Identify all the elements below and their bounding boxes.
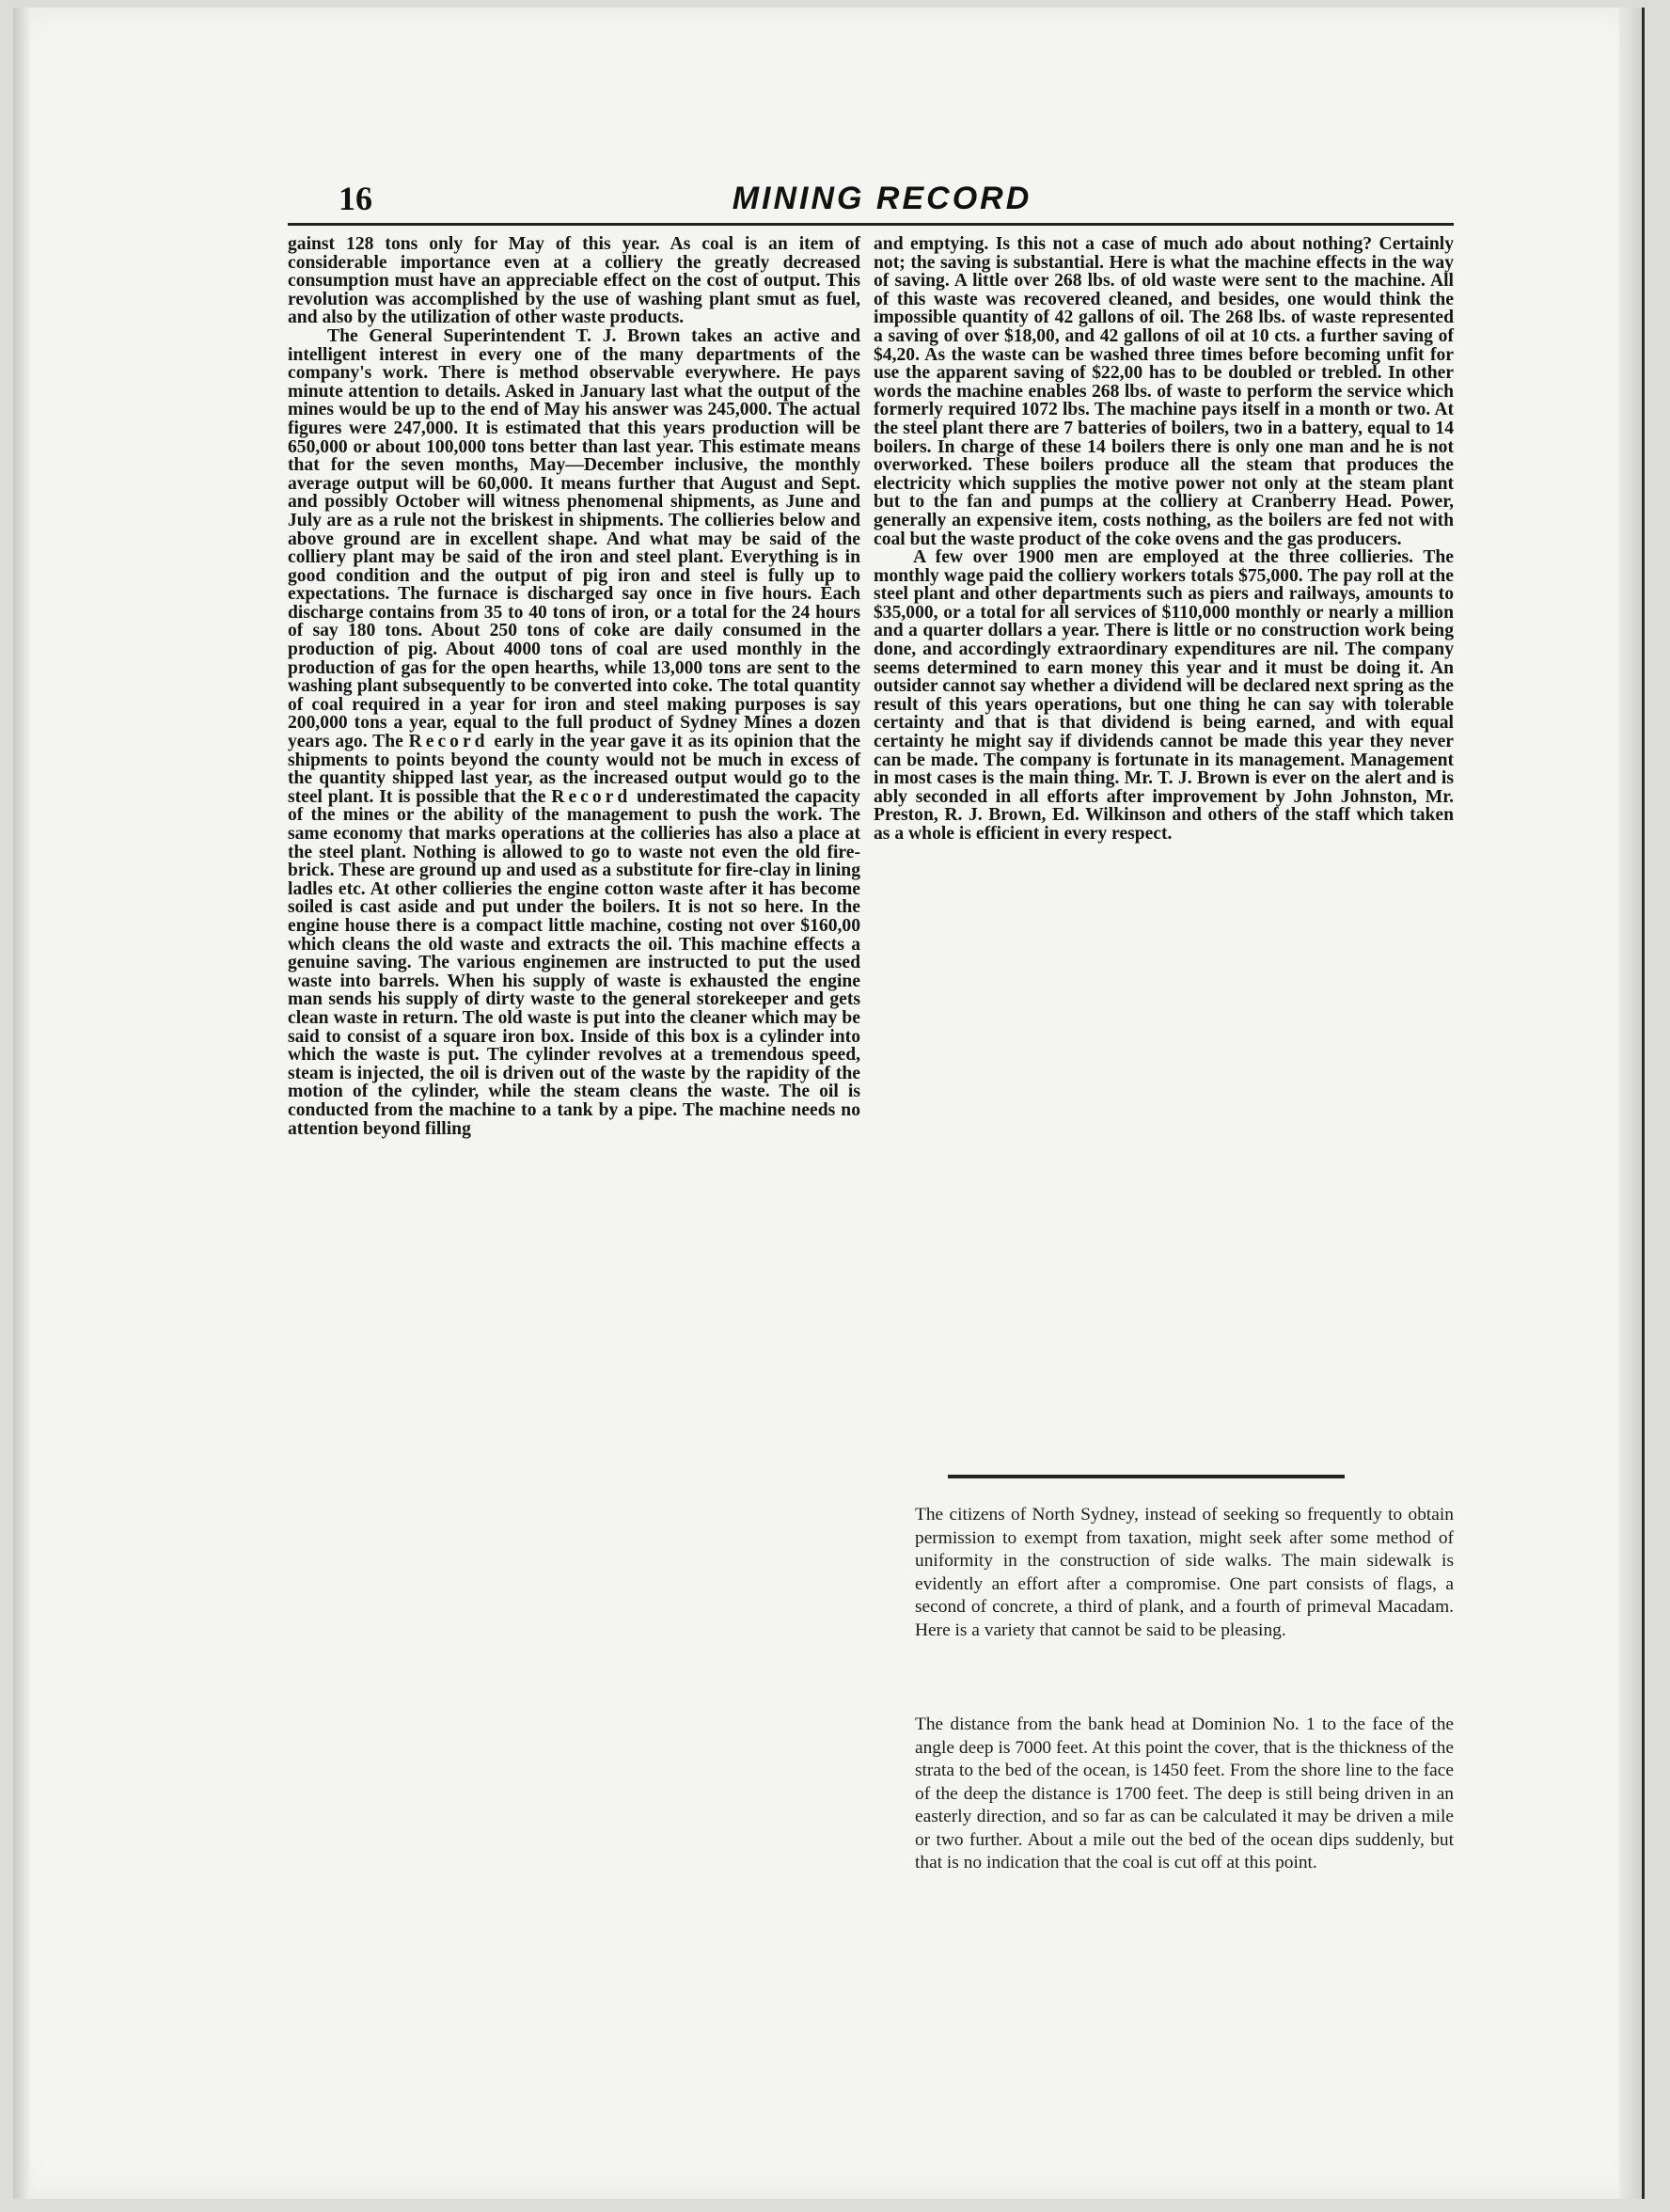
left-paragraph-2-text-c: underestimated the capacity of the mines or the ability of the management to push the work. The same economy that marks operations at the collieries has also a place at the steel plant. Nothing is allowed to go to waste not even the old fire-brick. These are ground up and used as a substitute for fire-clay in lining ladles etc. At other collieries the engine cotton waste after it has become soiled is cast aside and put under the boilers. It is not so here. In the engine house there is a compact little machine, costing not over $160,00 which cleans the old waste and extracts the oil. This machine effects a genuine saving. The various enginemen are instructed to put the used waste into barrels. When his supply of waste is exhausted the engine man sends his supply of dirty waste to the general storekeeper and gets clean waste in return. The old waste is put into the cleaner which may be said to consist of a square iron box. Inside of this box is a cylinder into which the waste is put. The cylinder revolves at a tremendous speed, steam is injected, the oil is driven out of the waste by the rapidity of the motion of the cylinder, while the steam cleans the waste. The oil is conducted from the machine to a tank by a pipe. The machine needs no attention beyond filling <box>288 786 860 1139</box>
running-header-title: MINING RECORD <box>732 181 1032 216</box>
right-column <box>874 235 1454 844</box>
record-name-2: Record <box>551 786 632 807</box>
left-paragraph-2-text-a: The General Superintendent T. J. Brown takes an active and intelligent interest in every one of the many departments of the company's work. There is method observable everywhere. He pays minute attention to details. Asked in January last what the output of the mines would be up to the end of May his answer was 245,000. The actual figures were 247,000. It is estimated that this years production will be 650,000 or about 100,000 tons better than last year. This estimate means that for the seven months, May—December inclusive, the monthly average output will be 60,000. It means further that August and Sept. and possibly October will witness phenomenal shipments, as June and July are as a rule not the briskest in shipments. The collieries below and above ground are in excellent shape. And what may be said of the colliery plant may be said of the iron and steel plant. Everything is in good condition and the output of pig iron and steel is fully up to expectations. The furnace is discharged say once in five hours. Each discharge contains from 35 to 40 tons of iron, or a total for the 24 hours of say 180 tons. About 250 tons of coke are daily consumed in the production of pig. About 4000 tons of coal are used monthly in the production of gas for the open hearths, while 13,000 tons are sent to the washing plant subsequently to be converted into coke. The total quantity of coal required in a year for iron and steel making purposes is say 200,000 tons a year, equal to the full product of Sydney Mines a dozen years ago. The <box>288 325 860 752</box>
left-paragraph-1: gainst 128 tons only for May of this year. As coal is an item of considerable importance even at a colliery the greatly decreased consumption must have an appreciable effect on the cost of output. This revolution was accomplished by the use of washing plant smut as fuel, and also by the utilization of other waste products. <box>288 234 860 328</box>
header-rule <box>288 223 1454 226</box>
section-divider <box>948 1475 1345 1478</box>
record-name-1: Record <box>408 732 489 752</box>
right-paragraph-1: and emptying. Is this not a case of much ado about nothing? Certainly not; the saving is substantial. Here is what the machine effects in the way of saving. A little over 268 lbs. of old waste were sent to the machine. All of this waste was recovered cleaned, and besides, one would think the impossible quantity of 42 gallons of oil. The 268 lbs. of waste represented a saving of over $18,00, and 42 gallons of oil at 10 cts. a further saving of $4,20. As the waste can be washed three times before becoming unfit for use the apparent saving of $22,00 has to be doubled or trebled. In other words the machine enables 268 lbs. of waste to perform the service which formerly required 1072 lbs. The machine pays itself in a month or two. At the steel plant there are 7 batteries of boilers, two in a battery, equal to 14 boilers. In charge of these 14 boilers there is only one man and he is not overworked. These boilers produce all the steam that produces the electricity which supplies the motive power not only at the steam plant but to the fan and pumps at the colliery at Cranberry Head. Power, generally an expensive item, costs nothing, as the boilers are fed not with coal but the waste product of the coke ovens and the gas producers. <box>874 234 1454 549</box>
page-edge-shadow <box>1619 8 1642 2199</box>
news-note-sidewalks <box>874 1504 1454 1642</box>
page-number: 16 <box>339 180 372 217</box>
note-text: The distance from the bank head at Dominion No. 1 to the face of the angle deep is 7000 feet. At this point the cover, that is the thickness of the strata to the bed of the ocean, is 1450 feet. From the shore line to the face of the deep the distance is 1700 feet. The deep is still being driven in an easterly direction, and so far as can be calculated it may be driven a mile or two further. About a mile out the bed of the ocean dips suddenly, but that is no indication that the coal is cut off at this point. <box>915 1714 1454 1872</box>
left-paragraph-2-text-b: early in the year gave it as its opinion that the shipments to points beyond the county would not be much in excess of the quantity shipped last year, as the increased output would go to the steel plant. It is possible that the <box>288 732 860 807</box>
binding-shadow <box>13 8 30 2199</box>
left-column <box>288 235 860 1138</box>
right-paragraph-2: A few over 1900 men are employed at the three collieries. The monthly wage paid the colliery workers totals $75,000. The pay roll at the steel plant and other departments such as piers and railways, amounts to $35,000, or a total for all services of $110,000 monthly or nearly a million and a quarter dollars a year. There is little or no construction work being done, and accordingly extraordinary expenditures are nil. The company seems determined to earn money this year and it must be doing it. An outsider cannot say whether a dividend will be declared next spring as the result of this years operations, but one thing he can say with tolerable certainty and that is that dividend is being earned, and with equal certainty he might say if dividends cannot be made this year they never can be made. The company is fortunate in its management. Management in most cases is the main thing. Mr. T. J. Brown is ever on the alert and is ably seconded in all efforts after improvement by John Johnston, Mr. Preston, R. J. Brown, Ed. Wilkinson and others of the staff which taken as a whole is efficient in every respect. <box>874 547 1454 844</box>
news-note-dominion-deep <box>874 1714 1454 1875</box>
note-text: The citizens of North Sydney, instead of seeking so frequently to obtain permission to exempt from taxation, might seek after some method of uniformity in the construction of side walks. The main sidewalk is evidently an effort after a compromise. One part consists of flags, a second of concrete, a third of plank, and a fourth of primeval Macadam. Here is a variety that cannot be said to be pleasing. <box>915 1505 1454 1640</box>
left-paragraph-2 <box>288 327 860 1138</box>
